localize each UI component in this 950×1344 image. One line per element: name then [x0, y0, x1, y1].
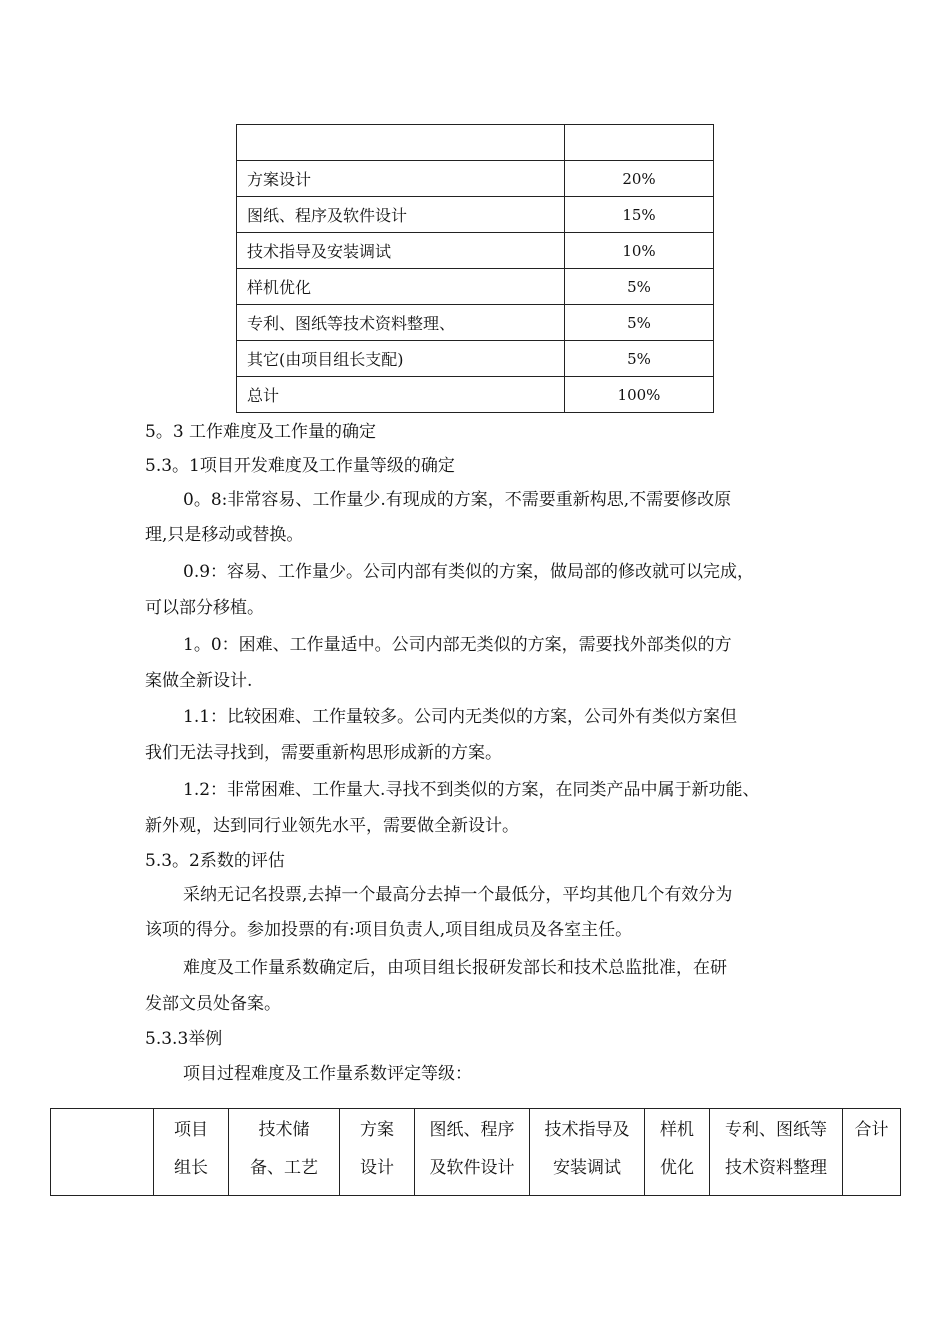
paragraph-line: 该项的得分。参加投票的有:项目负责人,项目组成员及各室主任。	[145, 920, 633, 940]
item-cell: 技术指导及安装调试	[237, 233, 565, 269]
header-cell: 技术指导及 安装调试	[530, 1109, 645, 1196]
item-cell: 样机优化	[237, 269, 565, 305]
item-cell: 专利、图纸等技术资料整理、	[237, 305, 565, 341]
paragraph-line: 新外观，达到同行业领先水平，需要做全新设计。	[145, 816, 519, 836]
paragraph-line: 理,只是移动或替换。	[145, 525, 304, 545]
paragraph-line: 发部文员处备案。	[145, 994, 281, 1014]
value-cell: 5%	[565, 269, 714, 305]
paragraph-line: 1.2：非常困难、工作量大.寻找不到类似的方案，在同类产品中属于新功能、	[183, 780, 760, 800]
work-ratio-table	[236, 124, 714, 413]
header-cell: 专利、图纸等 技术资料整理	[710, 1109, 843, 1196]
table-row	[237, 197, 714, 233]
header-cell: 合计	[843, 1109, 901, 1196]
value-cell: 10%	[565, 233, 714, 269]
header-cell: 方案 设计	[340, 1109, 415, 1196]
value-cell: 5%	[565, 305, 714, 341]
paragraph-line: 项目过程难度及工作量系数评定等级：	[183, 1064, 472, 1084]
table-row	[237, 269, 714, 305]
item-cell: 方案设计	[237, 161, 565, 197]
table-row	[237, 161, 714, 197]
header-cell: 图纸、程序 及软件设计	[415, 1109, 530, 1196]
table-row	[237, 341, 714, 377]
header-cell: 项目 组长	[154, 1109, 229, 1196]
header-cell	[51, 1109, 154, 1196]
value-cell: 5%	[565, 341, 714, 377]
paragraph-line: 0。8:非常容易、工作量少.有现成的方案，不需要重新构思,不需要修改原	[183, 490, 732, 510]
paragraph-line: 难度及工作量系数确定后，由项目组长报研发部长和技术总监批准，在研	[183, 958, 727, 978]
grade-table	[50, 1108, 901, 1196]
section-heading-5-3-2: 5.3。2系数的评估	[145, 851, 285, 871]
table-row	[237, 125, 714, 161]
item-cell: 其它(由项目组长支配)	[237, 341, 565, 377]
section-heading-5-3-3: 5.3.3举例	[145, 1029, 223, 1049]
value-cell: 20%	[565, 161, 714, 197]
header-cell: 样机 优化	[645, 1109, 710, 1196]
section-heading-5-3-1: 5.3。1项目开发难度及工作量等级的确定	[145, 456, 455, 476]
value-cell	[565, 125, 714, 161]
value-cell: 100%	[565, 377, 714, 413]
item-cell	[237, 125, 565, 161]
paragraph-line: 可以部分移植。	[145, 598, 264, 618]
paragraph-line: 案做全新设计.	[145, 671, 253, 691]
item-cell: 图纸、程序及软件设计	[237, 197, 565, 233]
paragraph-line: 0.9：容易、工作量少。公司内部有类似的方案，做局部的修改就可以完成，	[183, 562, 755, 582]
table-row	[237, 377, 714, 413]
section-heading-5-3: 5。3 工作难度及工作量的确定	[145, 422, 377, 442]
table-row	[237, 305, 714, 341]
paragraph-line: 1。0：困难、工作量适中。公司内部无类似的方案，需要找外部类似的方	[183, 635, 732, 655]
table-header-row	[51, 1109, 901, 1196]
paragraph-line: 采纳无记名投票,去掉一个最高分去掉一个最低分，平均其他几个有效分为	[183, 885, 733, 905]
paragraph-line: 我们无法寻找到，需要重新构思形成新的方案。	[145, 743, 502, 763]
paragraph-line: 1.1：比较困难、工作量较多。公司内无类似的方案，公司外有类似方案但	[183, 707, 738, 727]
item-cell: 总计	[237, 377, 565, 413]
header-cell: 技术储 备、工艺	[229, 1109, 340, 1196]
value-cell: 15%	[565, 197, 714, 233]
table-row	[237, 233, 714, 269]
